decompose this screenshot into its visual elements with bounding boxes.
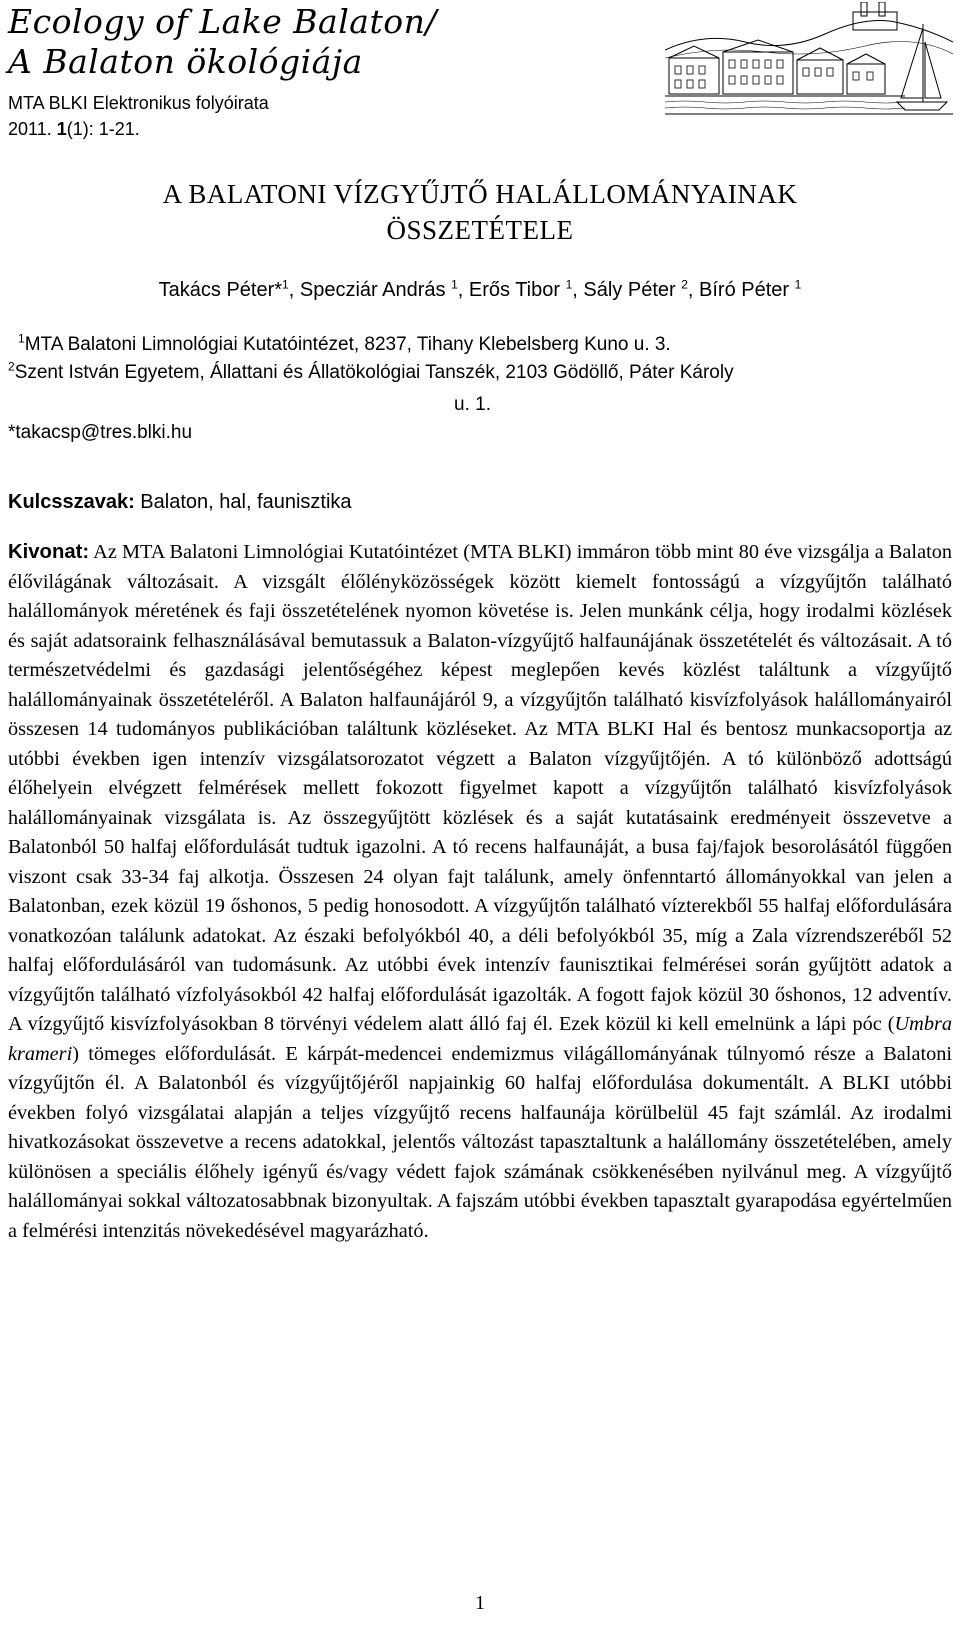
author: Erős Tibor $^1$, — [468, 277, 584, 301]
journal-meta — [8, 90, 269, 142]
keywords — [8, 488, 352, 516]
journal-publisher: MTA BLKI Elektronikus folyóirata — [8, 93, 269, 113]
journal-title — [8, 2, 437, 82]
journal-title-line2: A Balaton ökológiája — [8, 42, 363, 81]
author: Takács Péter*$^1$, — [158, 277, 300, 301]
author: Bíró Péter $^1$ — [699, 277, 802, 301]
article-title-line1: A BALATONI VÍZGYŰJTŐ HALÁLLOMÁNYAINAK — [162, 179, 798, 209]
affiliation-2-continued: u. 1. — [454, 394, 491, 415]
abstract-text-part1: Az MTA Balatoni Limnológiai Kutatóintézet (MTA BLKI) immáron több mint 80 éve vizsgálja a Balaton élővilágának változásait. A vizsgált élőlényközösségek között kiemelt fontosságú a vízgyűjtőn található halállományok méretének és faji összetételének nyomon követése is. Jelen munkánk célja, hogy irodalmi közlések és saját adatsoraink felhasználásával bemutassuk a Balaton-vízgyűjtő halfaunájának összetételét és változásait. A tó természetvédelmi és gazdasági jelentőségéhez képest meglepően kevés közlést találtunk a vízgyűjtő halállományainak összetételéről. A Balaton halfaunájáról 9, a vízgyűjtőn található kisvízfolyások halállományairól összesen 14 tudományos publikációban találtunk közléseket. Az MTA BLKI Hal és bentosz munkacsoportja az utóbbi években igen intenzív vizsgálatsorozatot végzett a Balaton vízgyűjtőjén. A tó különböző adottságú élőhelyein elvégzett felmérések mellett fokozott figyelmet kapott a vízgyűjtőn található kisvízfolyások halállományainak vizsgálata is. Az összegyűjtött közlések és a saját kutatásaink eredményeit összevetve a Balatonból 50 halfaj előfordulását tudtuk igazolni. A tó recens halfaunáját, a busa faj/fajok besorolásától függően viszont csak 33-34 faj alkotja. Összesen 24 olyan fajt találunk, amely önfenntartó állományokkal van jelen a Balatonban, ezek közül 19 őshonos, 5 pedig honosodott. A vízgyűjtőn található vízterekből 55 halfaj előfordulására vonatkozóan találunk adatokat. Az északi befolyókból 40, a déli befolyókból 35, míg a Zala vízrendszeréből 52 halfaj előfordulásáról van tudomásunk. Az utóbbi évek intenzív faunisztikai felmérései során gyűjtött adatok a vízgyűjtőn található vízfolyásokból 42 halfaj előfordulását igazolták. A fogott fajok közül 30 őshonos, 12 adventív. A vízgyűjtő kisvízfolyásokban 8 törvényi védelem alatt álló faj él. Ezek közül ki kell emelnünk a lápi póc ( — [8, 541, 952, 1035]
keywords-label: Kulcsszavak: — [8, 491, 135, 513]
author: Sály Péter $^2$, — [583, 277, 700, 301]
species-name: Umbra krameri — [8, 1013, 952, 1065]
author-list — [0, 276, 960, 304]
affiliation-2: $^2$Szent István Egyetem, Állattani és Állatökológiai Tanszék, 2103 Gödöllő, Páter Károly — [8, 359, 734, 383]
journal-title-line1: Ecology of Lake Balaton/ — [8, 2, 437, 41]
abstract-label: Kivonat: — [8, 541, 90, 563]
journal-issue: 2011. 1(1): 1-21. — [8, 119, 140, 139]
author: Specziár András $^1$, — [299, 277, 469, 301]
keywords-text: Balaton, hal, faunisztika — [134, 491, 352, 513]
corresponding-email: *takacsp@tres.blki.hu — [8, 422, 193, 443]
balaton-illustration-logo — [665, 2, 953, 120]
page-number: 1 — [475, 1592, 485, 1614]
article-title-line2: ÖSSZETÉTELE — [386, 215, 574, 245]
affiliation-1: $^1$MTA Balatoni Limnológiai Kutatóintézet, 8237, Tihany Klebelsberg Kuno u. 3. — [18, 331, 671, 355]
abstract — [8, 538, 952, 1246]
article-title — [0, 176, 960, 248]
abstract-text-part2: ) tömeges előfordulását. E kárpát-medencei endemizmus világállományának túlnyomó része a Balatoni vízgyűjtőn él. A Balatonból és vízgyűjtőjéről napjainkig 60 halfaj előfordulása dokumentált. A BLKI utóbbi években folyó vizsgálatai alapján a teljes vízgyűjtő recens halfaunája körülbelül 45 fajt számlál. Az irodalmi hivatkozásokat összevetve a recens adatokkal, jelentős változást tapasztaltunk a halállomány összetételében, amely különösen a speciális élőhely igényű és/vagy védett fajok számának csökkenésében nyilvánul meg. A vízgyűjtő halállományai sokkal változatosabbnak bizonyultak. A fajszám utóbbi években tapasztalt gyarapodása egyértelműen a felmérési intenzitás növekedésével magyarázható. — [8, 1042, 952, 1242]
